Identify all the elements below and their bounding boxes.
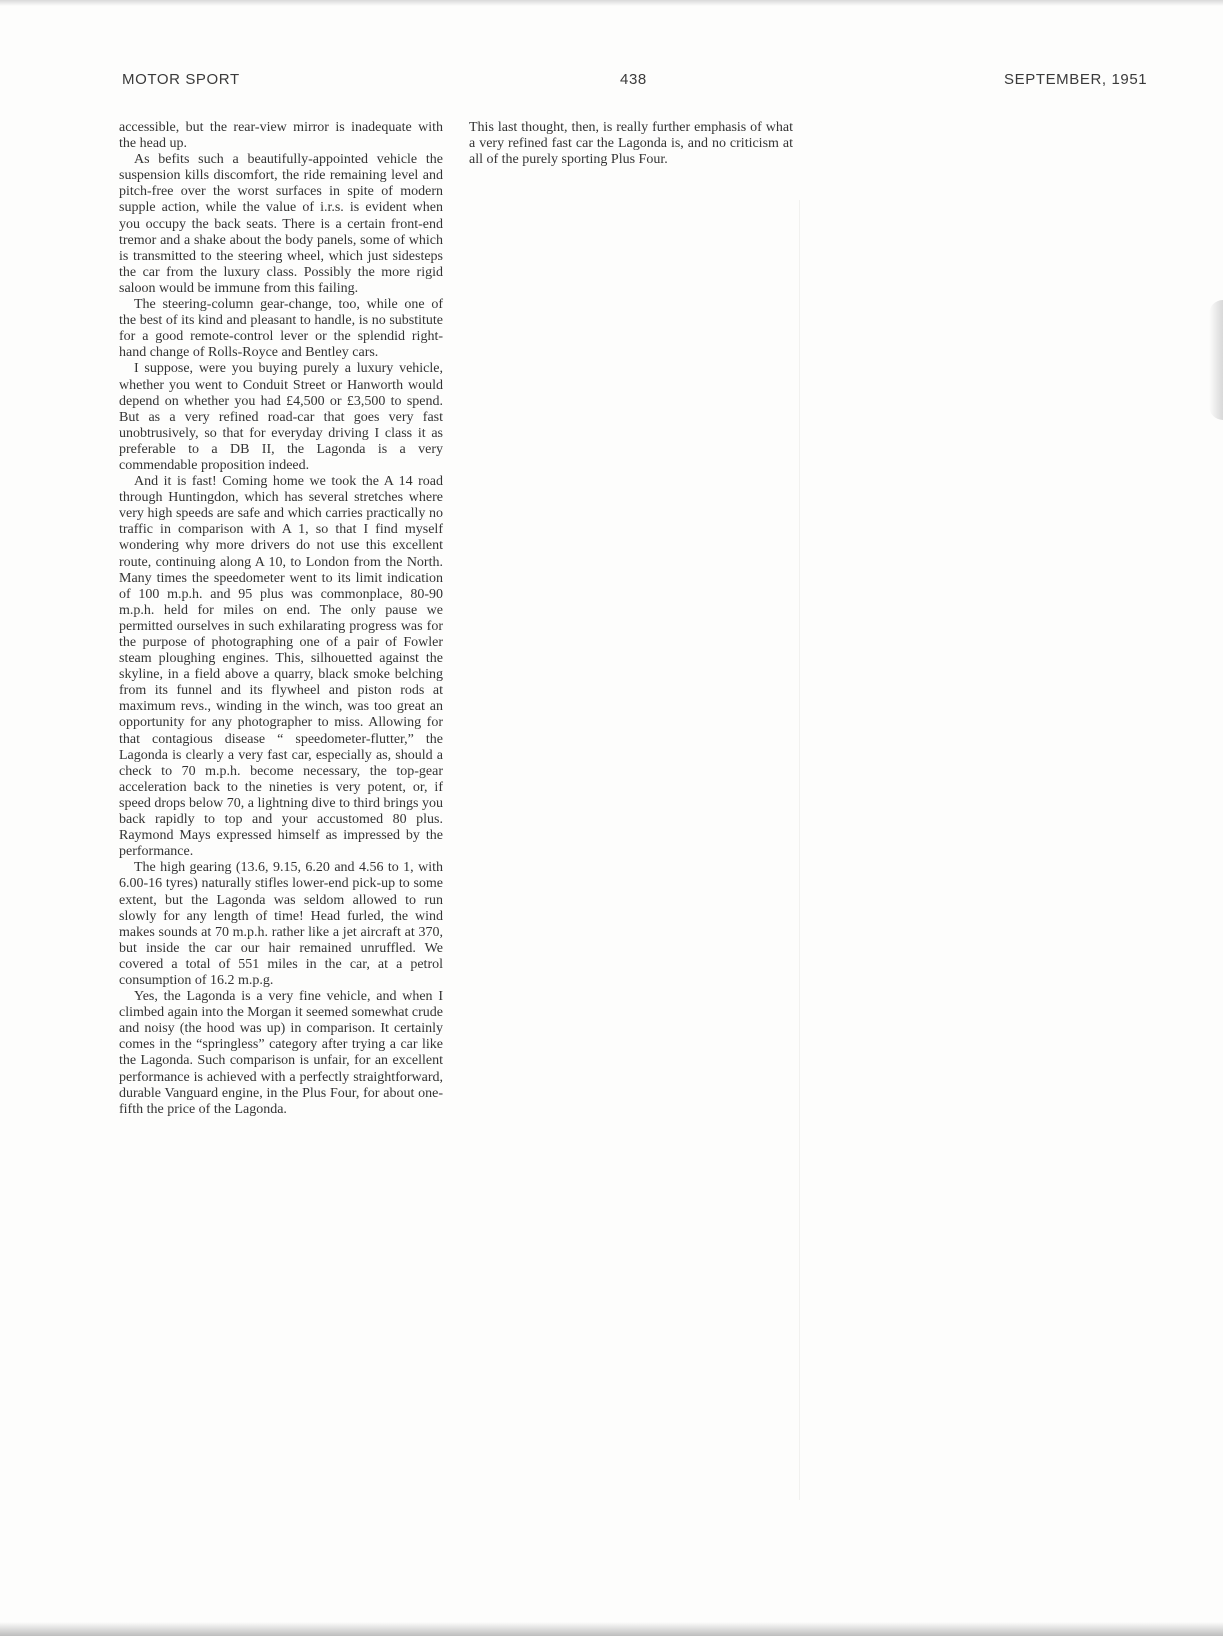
article-paragraph: I suppose, were you buying purely a luxury vehicle, whether you went to Conduit Street or Hanworth would depend on whether you had £4,500 or £3,500 to spend. But as a very refined road-car that goes very fast unobtrusively, so that for everyday driving I class it as preferable to a DB II, the Lagonda is a very commendable proposition indeed. (119, 361, 443, 473)
article-paragraph: The high gearing (13.6, 9.15, 6.20 and 4.56 to 1, with 6.00-16 tyres) naturally stifles lower-end pick-up to some extent, but the Lagonda was seldom allowed to run slowly for any length of time! Head furled, the wind makes sounds at 70 m.p.h. rather like a jet aircraft at 370, but inside the car our hair remained unruffled. We covered a total of 551 miles in the car, at a petrol consumption of 16.2 m.p.g. (119, 860, 443, 988)
article-paragraph: This last thought, then, is really further emphasis of what a very refined fast car the Lagonda is, and no criticism at all of the purely sporting Plus Four. (469, 120, 793, 168)
scan-edge-shadow (1209, 300, 1223, 420)
article-paragraph: The steering-column gear-change, too, while one of the best of its kind and pleasant to handle, is no substitute for a good remote-control lever or the splendid right-hand change of Rolls-Royce and Bentley cars. (119, 297, 443, 361)
article-paragraph: As befits such a beautifully-appointed vehicle the suspension kills discomfort, the ride remaining level and pitch-free over the worst surfaces in spite of modern supple action, while the value of i.r.s. is evident when you occupy the back seats. There is a certain front-end tremor and a shake about the body panels, some of which is transmitted to the steering wheel, which just sidesteps the car from the luxury class. Possibly the more rigid saloon would be immune from this failing. (119, 152, 443, 296)
issue-date: SEPTEMBER, 1951 (1004, 71, 1148, 88)
article-paragraph: Yes, the Lagonda is a very fine vehicle, and when I climbed again into the Morgan it seemed somewhat crude and noisy (the hood was up) in comparison. It certainly comes in the “springless” category after trying a car like the Lagonda. Such comparison is unfair, for an excellent performance is achieved with a perfectly straightforward, durable Vanguard engine, in the Plus Four, for about one-fifth the price of the Lagonda. (119, 989, 443, 1117)
scan-top-edge (0, 0, 1223, 6)
publication-name: MOTOR SPORT (122, 71, 240, 88)
scan-bottom-edge (0, 1622, 1223, 1636)
article-column-left (119, 120, 443, 1118)
page-fold-line (799, 200, 800, 1500)
article-column-right (469, 120, 793, 168)
article-paragraph: And it is fast! Coming home we took the A 14 road through Huntingdon, which has several stretches where very high speeds are safe and which carries practically no traffic in comparison with A 1, so that I find myself wondering why more drivers do not use this excellent route, continuing along A 10, to London from the North. Many times the speedometer went to its limit indication of 100 m.p.h. and 95 plus was commonplace, 80-90 m.p.h. held for miles on end. The only pause we permitted ourselves in such exhilarating progress was for the purpose of photographing one of a pair of Fowler steam ploughing engines. This, silhouetted against the skyline, in a field above a quarry, black smoke belching from its funnel and its flywheel and piston rods at maximum revs., winding in the winch, was too great an opportunity for any photographer to miss. Allowing for that contagious disease “ speedometer-flutter,” the Lagonda is clearly a very fast car, especially as, should a check to 70 m.p.h. become necessary, the top-gear acceleration back to the nineties is very potent, or, if speed drops below 70, a lightning dive to third brings you back rapidly to top and your accustomed 80 plus. Raymond Mays expressed himself as impressed by the performance. (119, 474, 443, 860)
page-number: 438 (620, 71, 647, 88)
article-paragraph: accessible, but the rear-view mirror is inadequate with the head up. (119, 120, 443, 152)
